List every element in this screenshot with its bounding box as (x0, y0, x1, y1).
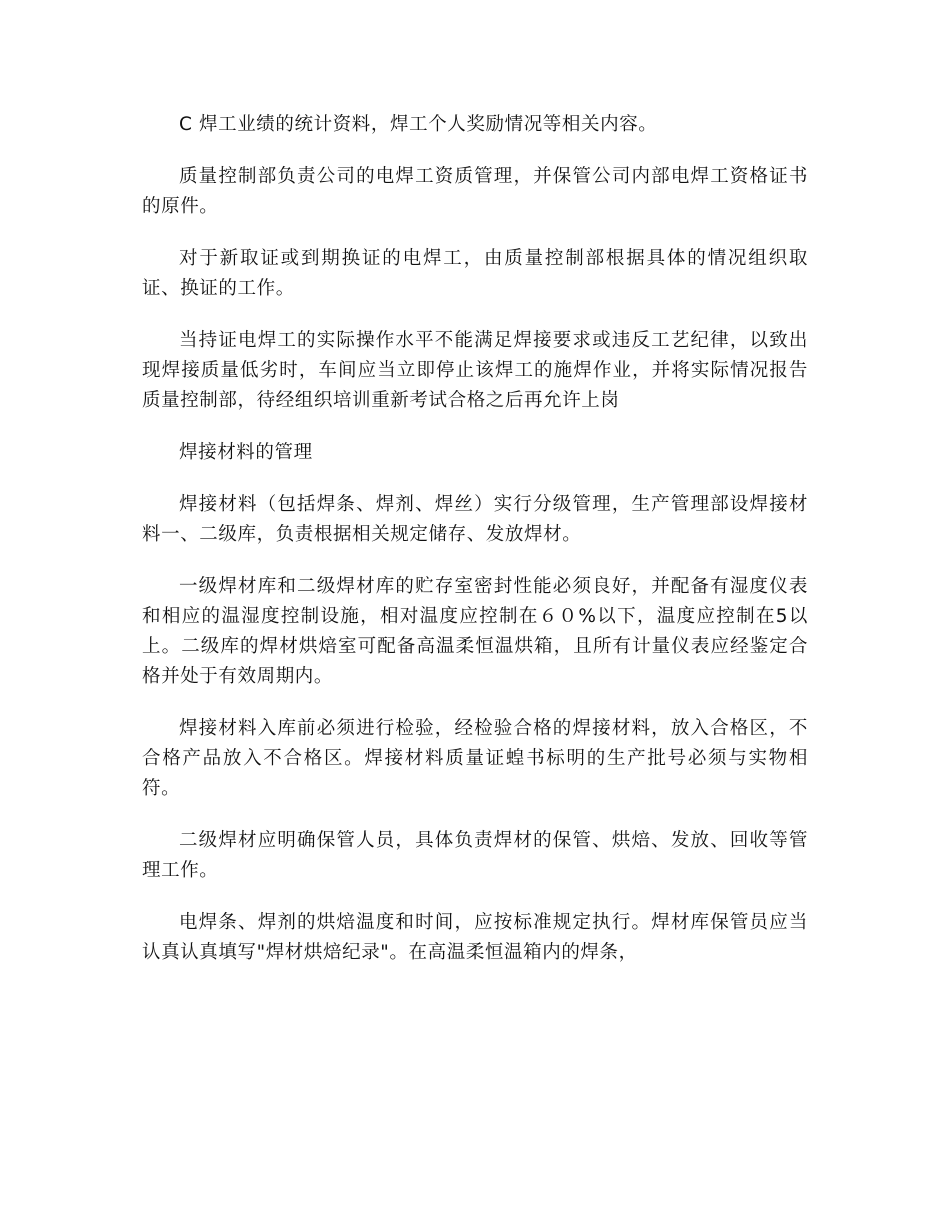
section-heading-materials: 焊接材料的管理 (179, 442, 313, 463)
paragraph-incoming-inspection: 焊接材料入库前必须进行检验，经检验合格的焊接材料，放入合格区，不合格产品放入不合格区。焊接材料质量证蝗书标明的生产批号必须与实物相符。 (142, 718, 808, 799)
paragraph-graded-management: 焊接材料（包括焊条、焊剂、焊丝）实行分级管理，生产管理部设焊接材料一、二级库，负责根据相关规定储存、发放焊材。 (142, 494, 808, 545)
document-body (142, 110, 808, 990)
paragraph-certificate-renewal: 对于新取证或到期换证的电焊工，由质量控制部根据具体的情况组织取证、换证的工作。 (142, 248, 808, 299)
paragraph-qualification-management: 质量控制部负责公司的电焊工资质管理，并保管公司内部电焊工资格证书的原件。 (142, 166, 808, 217)
paragraph-welder-records: C 焊工业绩的统计资料，焊工个人奖励情况等相关内容。 (179, 114, 658, 135)
paragraph-suspension-rule: 当持证电焊工的实际操作水平不能满足焊接要求或违反工艺纪律，以致出现焊接质量低劣时，车间应当立即停止该焊工的施焊作业，并将实际情况报告质量控制部，待经组织培训重新考试合格之后再允许上岗 (142, 330, 808, 411)
paragraph-custodian: 二级焊材应明确保管人员，具体负责焊材的保管、烘焙、发放、回收等管理工作。 (142, 830, 808, 881)
paragraph-baking-rules: 电焊条、焊剂的烘焙温度和时间，应按标准规定执行。焊材库保管员应当认真认真填写"焊材烘焙纪录"。在高温柔恒温箱内的焊条， (142, 912, 808, 963)
paragraph-storage-conditions: 一级焊材库和二级焊材库的贮存室密封性能必须良好，并配备有湿度仪表和相应的温湿度控制设施，相对温度应控制在６０%以下，温度应控制在5以上。二级库的焊材烘焙室可配备高温柔恒温烘箱，且所有计量仪表应经鉴定合格并处于有效周期内。 (142, 576, 808, 687)
